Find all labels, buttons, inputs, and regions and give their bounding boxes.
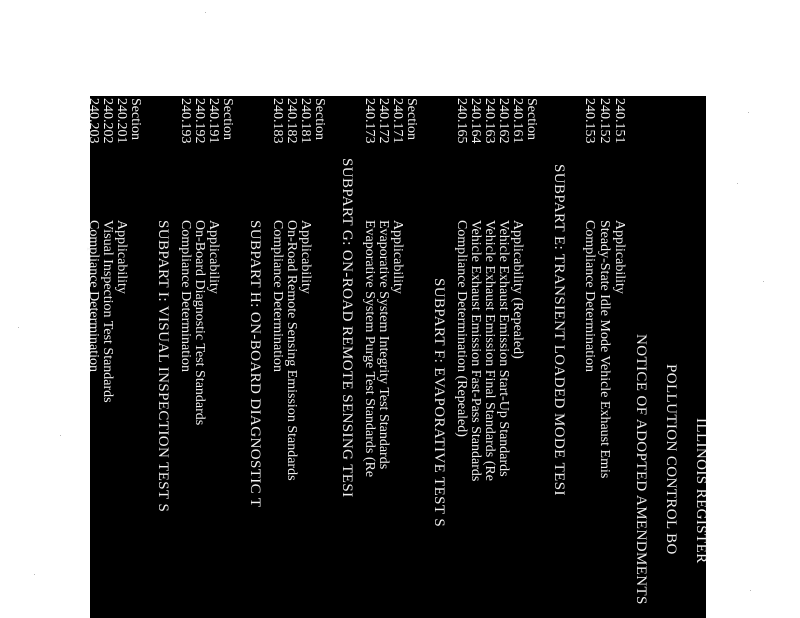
section-number: 240.162 — [496, 98, 511, 144]
scan-speck — [60, 435, 61, 436]
section-title: Vehicle Exhaust Emission Start-Up Standards — [496, 220, 511, 477]
section-number: 240.152 — [597, 98, 612, 144]
section-title: Vehicle Exhaust Emission Final Standards (Re — [482, 220, 497, 481]
section-title: Applicability — [206, 220, 221, 294]
subpart-heading: SUBPART I: VISUAL INSPECTION TEST S — [155, 220, 171, 513]
section-number: 240.183 — [270, 98, 285, 144]
scan-speck — [763, 281, 764, 282]
section-title: Evaporative System Integrity Test Standards — [376, 220, 391, 470]
section-number: 240.201 — [114, 98, 129, 144]
section-title: Evaporative System Purge Test Standards (Re — [362, 220, 377, 478]
section-number: 240.203 — [86, 98, 101, 144]
agency-name: POLLUTION CONTROL BO — [663, 364, 679, 555]
section-number: 240.164 — [468, 98, 483, 144]
section-title: Applicability — [298, 220, 313, 294]
section-title: On-Board Diagnostic Test Standards — [192, 220, 207, 426]
section-title: Visual Inspection Test Standards — [100, 220, 115, 403]
subpart-heading: SUBPART E: TRANSIENT LOADED MODE TESI — [551, 164, 567, 496]
section-number: 240.151 — [612, 98, 627, 144]
scan-speck — [205, 12, 206, 13]
section-title: Steady-State Idle Mode Vehicle Exhaust Emis — [597, 220, 612, 479]
scan-speck — [34, 574, 35, 575]
scan-speck — [18, 327, 19, 328]
section-number: 240.182 — [284, 98, 299, 144]
section-label: Section — [404, 98, 419, 140]
scan-speck — [737, 183, 738, 184]
section-number: 240.172 — [376, 98, 391, 144]
section-title: Vehicle Exhaust Emission Fast-Pass Standards — [468, 220, 483, 482]
subpart-heading: SUBPART F: EVAPORATIVE TEST S — [431, 278, 447, 528]
section-label: Section — [524, 98, 539, 140]
section-title: Applicability — [612, 220, 627, 294]
section-title: Compliance Determination — [86, 220, 101, 373]
section-number: 240.173 — [362, 98, 377, 144]
section-title: Compliance Determination — [178, 220, 193, 373]
register-title: ILLINOIS REGISTER — [693, 418, 709, 564]
rotated-text-layer — [86, 96, 709, 618]
section-number: 240.161 — [510, 98, 525, 144]
subpart-heading: SUBPART H: ON-BOARD DIAGNOSTIC T — [247, 220, 263, 508]
section-title: Compliance Determination — [270, 220, 285, 373]
subpart-heading: SUBPART G: ON-ROAD REMOTE SENSING TESI — [339, 158, 355, 498]
notice-title: NOTICE OF ADOPTED AMENDMENTS — [633, 334, 649, 605]
section-label: Section — [312, 98, 327, 140]
section-number: 240.153 — [582, 98, 597, 144]
section-title: Applicability — [390, 220, 405, 294]
section-number: 240.163 — [482, 98, 497, 144]
section-label: Section — [220, 98, 235, 140]
scan-speck — [750, 590, 751, 591]
section-number: 240.192 — [192, 98, 207, 144]
section-number: 240.193 — [178, 98, 193, 144]
section-number: 240.181 — [298, 98, 313, 144]
section-title: On-Road Remote Sensing Emission Standards — [284, 220, 299, 481]
section-number: 240.202 — [100, 98, 115, 144]
section-title: Applicability (Repealed) — [510, 220, 525, 359]
scan-speck — [748, 112, 749, 113]
section-title: Applicability — [114, 220, 129, 294]
section-title: Compliance Determination (Repealed) — [454, 220, 469, 437]
section-label: Section — [128, 98, 143, 140]
section-number: 240.191 — [206, 98, 221, 144]
section-number: 240.171 — [390, 98, 405, 144]
scanned-document-page — [86, 96, 709, 618]
section-number: 240.165 — [454, 98, 469, 144]
section-title: Compliance Determination — [582, 220, 597, 373]
